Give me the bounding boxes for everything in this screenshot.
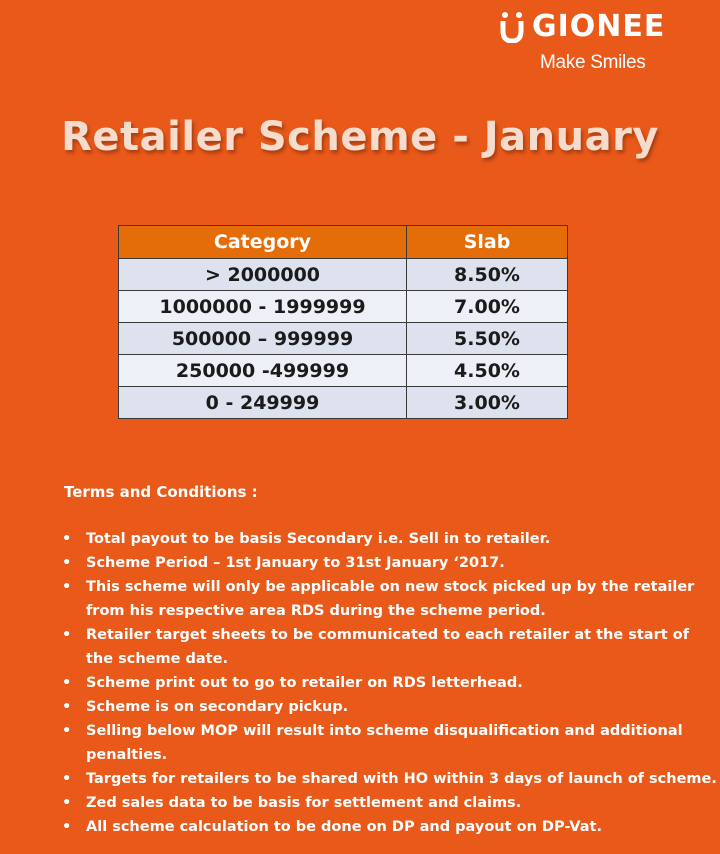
category-cell: 250000 -499999 xyxy=(119,355,407,387)
table-row xyxy=(119,387,568,419)
bullet-icon: • xyxy=(62,579,72,595)
term-text: Scheme is on secondary pickup. xyxy=(86,699,349,715)
brand-logo xyxy=(500,10,700,74)
term-text: Zed sales data to be basis for settlement and claims. xyxy=(86,795,522,811)
term-text: All scheme calculation to be done on DP and payout on DP-Vat. xyxy=(86,819,602,835)
category-cell: 0 - 249999 xyxy=(119,387,407,419)
column-header-slab: Slab xyxy=(407,226,568,259)
page-title: Retailer Scheme - January xyxy=(61,114,659,160)
term-text: This scheme will only be applicable on new stock picked up by the retailer from his respective area RDS during the scheme period. xyxy=(86,579,695,619)
list-item xyxy=(62,551,720,575)
list-item xyxy=(62,623,720,671)
term-text: Targets for retailers to be shared with HO within 3 days of launch of scheme. xyxy=(86,771,717,787)
terms-heading: Terms and Conditions : xyxy=(64,483,258,501)
slab-table xyxy=(118,225,568,419)
terms-list xyxy=(62,527,720,839)
bullet-icon: • xyxy=(62,771,72,787)
list-item xyxy=(62,815,720,839)
table-row xyxy=(119,323,568,355)
brand-tagline: Make Smiles xyxy=(540,52,646,73)
list-item xyxy=(62,527,720,551)
brand-name: GIONEE xyxy=(532,9,666,44)
list-item xyxy=(62,575,720,623)
column-header-category: Category xyxy=(119,226,407,259)
term-text: Retailer target sheets to be communicated to each retailer at the start of the scheme date. xyxy=(86,627,689,667)
bullet-icon: • xyxy=(62,795,72,811)
slab-cell: 7.00% xyxy=(407,291,568,323)
slab-cell: 3.00% xyxy=(407,387,568,419)
table-row xyxy=(119,259,568,291)
list-item xyxy=(62,767,720,791)
gionee-logo-icon xyxy=(500,11,524,43)
table-row xyxy=(119,291,568,323)
slab-cell: 8.50% xyxy=(407,259,568,291)
list-item xyxy=(62,719,720,767)
term-text: Scheme Period – 1st January to 31st January ‘2017. xyxy=(86,555,505,571)
bullet-icon: • xyxy=(62,531,72,547)
bullet-icon: • xyxy=(62,723,72,739)
bullet-icon: • xyxy=(62,675,72,691)
slab-cell: 5.50% xyxy=(407,323,568,355)
list-item xyxy=(62,695,720,719)
term-text: Total payout to be basis Secondary i.e. Sell in to retailer. xyxy=(86,531,551,547)
category-cell: 500000 – 999999 xyxy=(119,323,407,355)
table-header-row xyxy=(119,226,568,259)
list-item xyxy=(62,791,720,815)
bullet-icon: • xyxy=(62,699,72,715)
bullet-icon: • xyxy=(62,819,72,835)
bullet-icon: • xyxy=(62,555,72,571)
list-item xyxy=(62,671,720,695)
table-row xyxy=(119,355,568,387)
slab-cell: 4.50% xyxy=(407,355,568,387)
category-cell: 1000000 - 1999999 xyxy=(119,291,407,323)
term-text: Scheme print out to go to retailer on RDS letterhead. xyxy=(86,675,523,691)
term-text: Selling below MOP will result into scheme disqualification and additional penalties. xyxy=(86,723,683,763)
bullet-icon: • xyxy=(62,627,72,643)
category-cell: > 2000000 xyxy=(119,259,407,291)
